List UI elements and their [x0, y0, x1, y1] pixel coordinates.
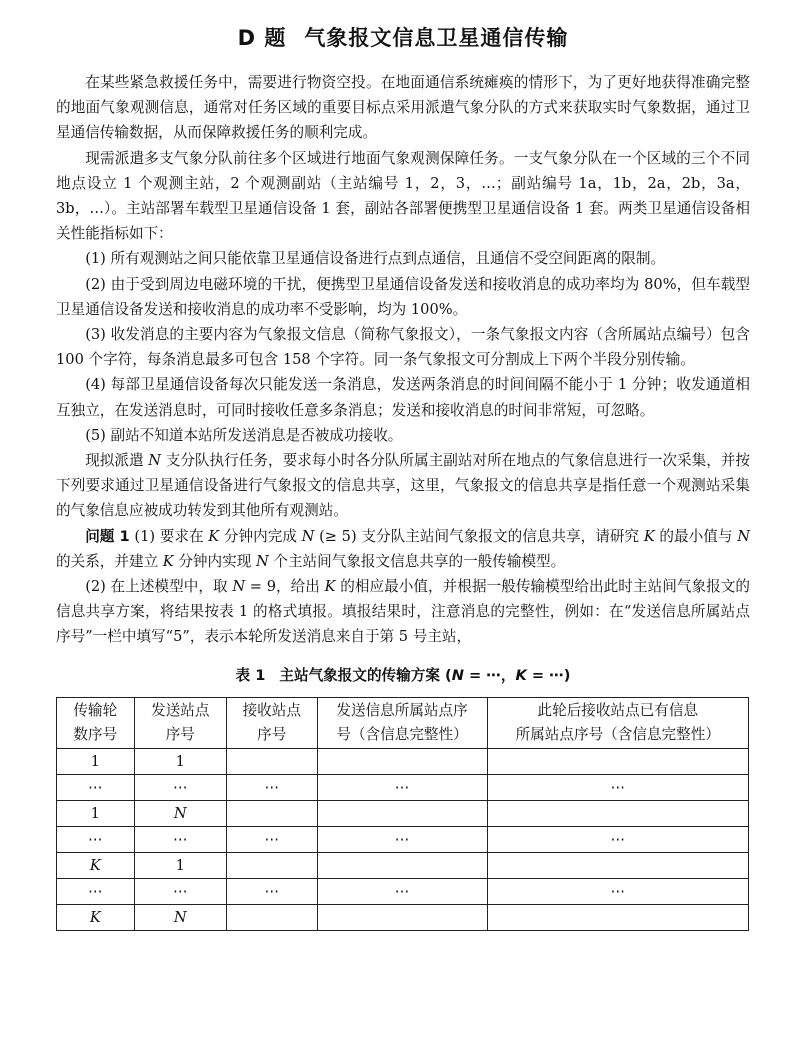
cell-received [487, 852, 748, 878]
paragraph-spec-3: (3) 收发消息的主要内容为气象报文信息（简称气象报文），一条气象报文内容（含所属站点编号）包含 100 个字符，每条消息最多可包含 158 个字符。同一条气象报文可分割成上下两个半段分别传输。 [56, 326, 750, 369]
cell-round: ⋯ [57, 878, 135, 904]
var-n: N [737, 527, 751, 545]
header-sender [134, 697, 226, 748]
text-span: 的最小值与 [654, 527, 738, 545]
text-span: 此轮后接收站点已有信息 [537, 701, 699, 719]
table-header-row [57, 697, 749, 748]
var-n: N [301, 527, 315, 545]
cell-sender [134, 904, 226, 930]
table-caption [56, 664, 750, 685]
table-row [57, 800, 749, 826]
table-number: 表 1 [235, 666, 266, 684]
paragraph-spec-2: (2) 由于受到周边电磁环境的干扰，便携型卫星通信设备发送和接收消息的成功率均为 80%，但车载型卫星通信设备发送和接收消息的成功率不受影响，均为 100%。 [56, 275, 750, 318]
paragraph-task [56, 448, 750, 524]
header-received-info [487, 697, 748, 748]
text-span: 的相应最小值，并根据一般传输模型给出此时主站间气象报文的信息共享方案，将结果按表 1 的格式填报。填报结果时，注意消息的完整性，例如：在“发送信息所属站点序号”一栏中填写“5”，表示本轮所发送消息来自于第 5 号主站， [56, 578, 750, 646]
text-span: 的关系，并建立 [56, 552, 163, 570]
cell-received [487, 748, 748, 774]
text-span: (1) 要求在 [129, 527, 209, 545]
question-1-label: 问题 1 [85, 527, 130, 545]
question-1-part-1 [56, 524, 750, 574]
cell-receiver [227, 904, 317, 930]
paragraph-spec-5: (5) 副站不知道本站所发送消息是否被成功接收。 [85, 426, 403, 444]
var-n: N [173, 804, 187, 822]
problem-title-text: 气象报文信息卫星通信传输 [304, 26, 569, 50]
cell-source: ⋯ [317, 878, 487, 904]
var-n: N [451, 666, 464, 684]
problem-label: D 题 [237, 26, 287, 50]
problem-title [56, 22, 750, 52]
cell-receiver: ⋯ [227, 774, 317, 800]
paragraph-spec-1: (1) 所有观测站之间只能依靠卫星通信设备进行点到点通信，且通信不受空间距离的限制。 [85, 250, 666, 268]
question-1-part-2 [56, 574, 750, 650]
header-round [57, 697, 135, 748]
var-n: N [255, 552, 269, 570]
table-row [57, 878, 749, 904]
cell-round: ⋯ [57, 774, 135, 800]
text-span: 序号 [165, 725, 195, 743]
header-receiver [227, 697, 317, 748]
text-span: 个主站间气象报文信息共享的一般传输模型。 [268, 552, 566, 570]
cell-sender: 1 [134, 748, 226, 774]
cell-round: 1 [57, 800, 135, 826]
cell-receiver [227, 852, 317, 878]
paragraph-deployment: 现需派遣多支气象分队前往多个区域进行地面气象观测保障任务。一支气象分队在一个区域的三个不同地点设立 1 个观测主站，2 个观测副站（主站编号 1，2，3，…；副站编号 1a，1b，2a，2b，3a，3b，…）。主站部署车载型卫星通信设备 1 套，副站各部署便携型卫星通信设备 1 套。两类卫星通信设备相关性能指标如下： [56, 149, 750, 243]
cell-receiver [227, 800, 317, 826]
table-row [57, 852, 749, 878]
text-span: 分钟内实现 [173, 552, 256, 570]
text-span: 现拟派遣 [85, 452, 149, 470]
cell-receiver: ⋯ [227, 826, 317, 852]
var-n: N [148, 452, 162, 470]
cell-sender: ⋯ [134, 774, 226, 800]
text-span: 支分队执行任务，要求每小时各分队所属主副站对所在地点的气象信息进行一次采集，并按下列要求通过卫星通信设备进行气象报文的信息共享，这里，气象报文的信息共享是指任意一个观测站采集的气象信息应被成功转发到其他所有观测站。 [56, 452, 750, 520]
text-span: 分钟内完成 [219, 527, 302, 545]
header-message-source [317, 697, 487, 748]
paragraph-spec-4: (4) 每部卫星通信设备每次只能发送一条消息，发送两条消息的时间间隔不能小于 1 分钟；收发通道相互独立，在发送消息时，可同时接收任意多条消息；发送和接收消息的时间非常短，可忽略。 [56, 376, 750, 419]
cell-sender: 1 [134, 852, 226, 878]
table-row [57, 904, 749, 930]
table-row [57, 748, 749, 774]
cell-received: ⋯ [487, 878, 748, 904]
text-span: 数序号 [73, 725, 118, 743]
cell-sender: ⋯ [134, 826, 226, 852]
table-title: 主站气象报文的传输方案 ( [279, 666, 452, 684]
var-n: N [232, 578, 246, 596]
text-span: (≥ 5) 支分队主站间气象报文的信息共享，请研究 [314, 527, 644, 545]
cell-round [57, 904, 135, 930]
text-span: 序号 [257, 725, 287, 743]
cell-source: ⋯ [317, 774, 487, 800]
cell-source [317, 800, 487, 826]
cell-received: ⋯ [487, 826, 748, 852]
text-span: 所属站点序号（含信息完整性） [515, 725, 720, 743]
text-span: = ⋯) [526, 666, 571, 684]
var-n: N [173, 908, 187, 926]
document-page [56, 22, 750, 931]
paragraph-background: 在某些紧急救援任务中，需要进行物资空投。在地面通信系统瘫痪的情形下，为了更好地获得准确完整的地面气象观测信息，通常对任务区域的重要目标点采用派遣气象分队的方式来获取实时气象数据，通过卫星通信传输数据，从而保障救援任务的顺利完成。 [56, 74, 750, 142]
cell-source: ⋯ [317, 826, 487, 852]
var-k: K [208, 527, 220, 545]
cell-sender [134, 800, 226, 826]
table-row [57, 826, 749, 852]
text-span: 号（含信息完整性） [336, 725, 468, 743]
var-k: K [643, 527, 655, 545]
cell-received [487, 904, 748, 930]
text-span: 传输轮 [73, 701, 118, 719]
cell-source [317, 748, 487, 774]
table-row [57, 774, 749, 800]
cell-sender: ⋯ [134, 878, 226, 904]
cell-receiver [227, 748, 317, 774]
cell-round [57, 852, 135, 878]
var-k: K [515, 666, 527, 684]
cell-received: ⋯ [487, 774, 748, 800]
var-k: K [162, 552, 174, 570]
text-span: = ⋯， [463, 666, 516, 684]
cell-round: ⋯ [57, 826, 135, 852]
transmission-table [56, 697, 749, 931]
cell-source [317, 904, 487, 930]
cell-round: 1 [57, 748, 135, 774]
var-k: K [89, 908, 101, 926]
text-span: 发送信息所属站点序 [336, 701, 468, 719]
var-k: K [324, 578, 336, 596]
text-span: 接收站点 [242, 701, 301, 719]
cell-receiver: ⋯ [227, 878, 317, 904]
var-k: K [89, 856, 101, 874]
text-span: = 9，给出 [245, 578, 325, 596]
cell-received [487, 800, 748, 826]
text-span: 发送站点 [151, 701, 210, 719]
cell-source [317, 852, 487, 878]
text-span: (2) 在上述模型中，取 [85, 578, 233, 596]
